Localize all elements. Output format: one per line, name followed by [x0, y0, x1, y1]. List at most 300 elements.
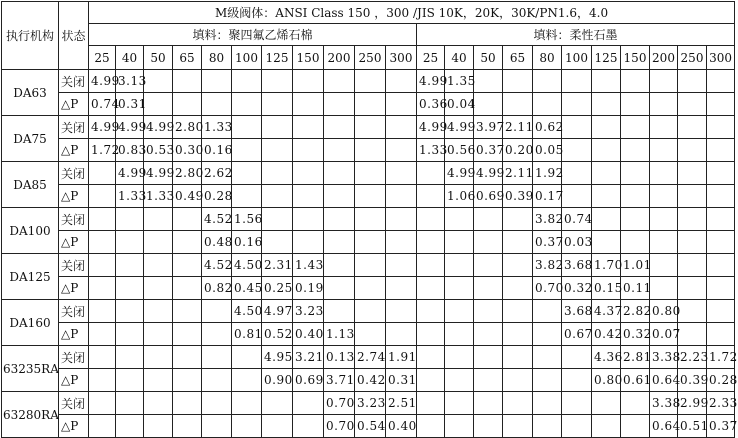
- value-cell: [707, 277, 735, 300]
- value-cell: 0.49: [173, 185, 202, 208]
- value-cell: [592, 392, 621, 415]
- value-cell: 1.43: [293, 254, 324, 277]
- value-cell: [650, 139, 678, 162]
- value-cell: 0.51: [678, 415, 707, 438]
- table-row: [2, 185, 735, 208]
- value-cell: [562, 116, 592, 139]
- value-cell: 2.31: [262, 254, 293, 277]
- value-cell: 3.13: [116, 70, 144, 93]
- value-cell: [474, 231, 503, 254]
- value-cell: 0.37: [474, 139, 503, 162]
- value-cell: 0.82: [202, 277, 232, 300]
- value-cell: [173, 415, 202, 438]
- value-cell: 4.36: [592, 346, 621, 369]
- actuator-cell: DA85: [2, 162, 59, 208]
- value-cell: [144, 415, 173, 438]
- value-cell: [324, 277, 355, 300]
- value-cell: [417, 208, 445, 231]
- value-cell: 3.23: [293, 300, 324, 323]
- value-cell: 3.71: [324, 369, 355, 392]
- size-header: 300: [707, 46, 735, 70]
- value-cell: [144, 208, 173, 231]
- size-header: 40: [116, 46, 144, 70]
- value-cell: 0.32: [562, 277, 592, 300]
- size-header: 125: [592, 46, 621, 70]
- value-cell: [89, 277, 116, 300]
- value-cell: [445, 392, 474, 415]
- value-cell: [417, 300, 445, 323]
- value-cell: [89, 369, 116, 392]
- value-cell: 0.15: [592, 277, 621, 300]
- state-cell: 关闭: [59, 70, 89, 93]
- value-cell: [650, 185, 678, 208]
- value-cell: [533, 392, 562, 415]
- value-cell: 3.21: [293, 346, 324, 369]
- value-cell: [621, 185, 650, 208]
- size-header: 200: [650, 46, 678, 70]
- value-cell: [262, 70, 293, 93]
- table-title: M级阀体：ANSI Class 150 ，300 /JIS 10K，20K，30K/PN1.6，4.0: [89, 2, 735, 24]
- value-cell: 0.83: [116, 139, 144, 162]
- value-cell: [474, 254, 503, 277]
- value-cell: 0.31: [116, 93, 144, 116]
- value-cell: [592, 185, 621, 208]
- value-cell: [592, 116, 621, 139]
- table-row: [2, 116, 735, 139]
- value-cell: [503, 300, 533, 323]
- value-cell: [116, 415, 144, 438]
- value-cell: [293, 70, 324, 93]
- value-cell: [89, 162, 116, 185]
- value-cell: [445, 208, 474, 231]
- value-cell: [116, 231, 144, 254]
- size-header: 300: [386, 46, 417, 70]
- value-cell: 4.99: [116, 162, 144, 185]
- value-cell: [707, 139, 735, 162]
- state-cell: 关闭: [59, 392, 89, 415]
- value-cell: [503, 208, 533, 231]
- value-cell: [173, 277, 202, 300]
- value-cell: [262, 185, 293, 208]
- value-cell: 1.13: [324, 323, 355, 346]
- value-cell: [474, 369, 503, 392]
- state-cell: △P: [59, 415, 89, 438]
- value-cell: 1.33: [116, 185, 144, 208]
- value-cell: [533, 323, 562, 346]
- table-row: [2, 277, 735, 300]
- value-cell: 4.50: [232, 300, 262, 323]
- value-cell: [678, 70, 707, 93]
- value-cell: [173, 93, 202, 116]
- value-cell: [650, 277, 678, 300]
- value-cell: [533, 346, 562, 369]
- value-cell: [445, 300, 474, 323]
- table-row: [2, 300, 735, 323]
- value-cell: 2.11: [503, 162, 533, 185]
- value-cell: [621, 208, 650, 231]
- value-cell: 0.80: [592, 369, 621, 392]
- value-cell: [324, 300, 355, 323]
- value-cell: [232, 70, 262, 93]
- value-cell: [445, 323, 474, 346]
- value-cell: [533, 369, 562, 392]
- value-cell: [232, 185, 262, 208]
- state-cell: 关闭: [59, 346, 89, 369]
- value-cell: 0.31: [386, 369, 417, 392]
- table-row: [2, 93, 735, 116]
- table-row: [2, 369, 735, 392]
- value-cell: [116, 254, 144, 277]
- value-cell: 0.19: [293, 277, 324, 300]
- value-cell: [592, 208, 621, 231]
- value-cell: [707, 323, 735, 346]
- value-cell: 3.23: [355, 392, 386, 415]
- value-cell: [417, 346, 445, 369]
- value-cell: 0.45: [232, 277, 262, 300]
- value-cell: 0.40: [293, 323, 324, 346]
- value-cell: 1.92: [533, 162, 562, 185]
- value-cell: 0.42: [592, 323, 621, 346]
- value-cell: [474, 415, 503, 438]
- size-header: 125: [262, 46, 293, 70]
- value-cell: [621, 139, 650, 162]
- value-cell: [262, 392, 293, 415]
- table-row: [2, 392, 735, 415]
- table-row: [2, 70, 735, 93]
- value-cell: [562, 369, 592, 392]
- value-cell: 1.72: [89, 139, 116, 162]
- value-cell: [417, 323, 445, 346]
- value-cell: 0.67: [562, 323, 592, 346]
- value-cell: [355, 323, 386, 346]
- value-cell: [116, 392, 144, 415]
- packing-ptfe-header: 填料：聚四氟乙烯石棉: [89, 24, 417, 46]
- value-cell: [386, 254, 417, 277]
- value-cell: 0.54: [355, 415, 386, 438]
- state-cell: 关闭: [59, 162, 89, 185]
- value-cell: 1.01: [621, 254, 650, 277]
- value-cell: [445, 254, 474, 277]
- value-cell: 0.32: [621, 323, 650, 346]
- value-cell: 4.97: [262, 300, 293, 323]
- value-cell: [386, 208, 417, 231]
- value-cell: 0.61: [621, 369, 650, 392]
- value-cell: 0.70: [324, 415, 355, 438]
- value-cell: [355, 185, 386, 208]
- value-cell: [262, 93, 293, 116]
- value-cell: 1.56: [232, 208, 262, 231]
- value-cell: 1.35: [445, 70, 474, 93]
- value-cell: [562, 185, 592, 208]
- value-cell: [592, 70, 621, 93]
- value-cell: 4.99: [89, 116, 116, 139]
- value-cell: [650, 162, 678, 185]
- value-cell: [445, 277, 474, 300]
- value-cell: [355, 116, 386, 139]
- value-cell: 1.70: [592, 254, 621, 277]
- value-cell: [562, 392, 592, 415]
- value-cell: [386, 116, 417, 139]
- value-cell: [503, 415, 533, 438]
- state-cell: 关闭: [59, 116, 89, 139]
- actuator-cell: DA160: [2, 300, 59, 346]
- value-cell: [533, 300, 562, 323]
- value-cell: 4.50: [232, 254, 262, 277]
- size-header: 150: [293, 46, 324, 70]
- value-cell: 1.33: [202, 116, 232, 139]
- value-cell: 2.11: [503, 116, 533, 139]
- value-cell: [89, 300, 116, 323]
- value-cell: 0.42: [355, 369, 386, 392]
- value-cell: [324, 231, 355, 254]
- value-cell: [417, 392, 445, 415]
- value-cell: 1.91: [386, 346, 417, 369]
- value-cell: [650, 116, 678, 139]
- value-cell: 2.51: [386, 392, 417, 415]
- value-cell: [592, 415, 621, 438]
- value-cell: [562, 139, 592, 162]
- value-cell: 0.69: [474, 185, 503, 208]
- value-cell: 0.16: [202, 139, 232, 162]
- value-cell: [173, 231, 202, 254]
- value-cell: 0.39: [503, 185, 533, 208]
- value-cell: 0.48: [202, 231, 232, 254]
- value-cell: [503, 323, 533, 346]
- value-cell: 4.37: [592, 300, 621, 323]
- value-cell: [592, 93, 621, 116]
- value-cell: [262, 139, 293, 162]
- size-header: 65: [173, 46, 202, 70]
- value-cell: [707, 93, 735, 116]
- value-cell: [89, 415, 116, 438]
- value-cell: 2.81: [621, 346, 650, 369]
- value-cell: [650, 208, 678, 231]
- value-cell: [474, 277, 503, 300]
- value-cell: [89, 392, 116, 415]
- value-cell: [445, 369, 474, 392]
- state-cell: △P: [59, 277, 89, 300]
- value-cell: 4.99: [144, 116, 173, 139]
- value-cell: 0.16: [232, 231, 262, 254]
- table-row: [2, 346, 735, 369]
- value-cell: [678, 208, 707, 231]
- value-cell: [293, 231, 324, 254]
- value-cell: [324, 162, 355, 185]
- value-cell: 0.52: [262, 323, 293, 346]
- value-cell: [707, 70, 735, 93]
- value-cell: 2.74: [355, 346, 386, 369]
- value-cell: [386, 323, 417, 346]
- value-cell: [417, 162, 445, 185]
- value-cell: [592, 139, 621, 162]
- value-cell: [707, 162, 735, 185]
- value-cell: 0.07: [650, 323, 678, 346]
- state-cell: △P: [59, 93, 89, 116]
- value-cell: 0.03: [562, 231, 592, 254]
- value-cell: 0.74: [89, 93, 116, 116]
- value-cell: [116, 208, 144, 231]
- value-cell: [293, 208, 324, 231]
- value-cell: [173, 70, 202, 93]
- value-cell: [386, 162, 417, 185]
- value-cell: [445, 346, 474, 369]
- value-cell: [417, 415, 445, 438]
- value-cell: [324, 185, 355, 208]
- packing-graphite-header: 填料：柔性石墨: [417, 24, 735, 46]
- value-cell: [89, 231, 116, 254]
- torque-table: [1, 1, 738, 438]
- value-cell: [202, 415, 232, 438]
- value-cell: [707, 116, 735, 139]
- value-cell: [503, 70, 533, 93]
- table-row: [2, 254, 735, 277]
- value-cell: 1.33: [417, 139, 445, 162]
- value-cell: 0.90: [262, 369, 293, 392]
- value-cell: [202, 323, 232, 346]
- value-cell: [678, 116, 707, 139]
- value-cell: [144, 70, 173, 93]
- value-cell: [678, 93, 707, 116]
- value-cell: [202, 70, 232, 93]
- value-cell: 0.13: [324, 346, 355, 369]
- value-cell: [232, 369, 262, 392]
- value-cell: 0.28: [202, 185, 232, 208]
- value-cell: 0.30: [173, 139, 202, 162]
- value-cell: 0.17: [533, 185, 562, 208]
- value-cell: [202, 369, 232, 392]
- value-cell: [144, 346, 173, 369]
- value-cell: [621, 392, 650, 415]
- value-cell: [144, 300, 173, 323]
- value-cell: [116, 323, 144, 346]
- value-cell: 2.80: [173, 116, 202, 139]
- value-cell: [324, 254, 355, 277]
- value-cell: 4.95: [262, 346, 293, 369]
- value-cell: [386, 277, 417, 300]
- value-cell: [707, 254, 735, 277]
- value-cell: [621, 415, 650, 438]
- value-cell: [173, 254, 202, 277]
- size-header: 80: [533, 46, 562, 70]
- value-cell: 0.56: [445, 139, 474, 162]
- value-cell: [503, 392, 533, 415]
- value-cell: [293, 116, 324, 139]
- value-cell: [503, 231, 533, 254]
- value-cell: 0.04: [445, 93, 474, 116]
- value-cell: [474, 346, 503, 369]
- value-cell: [89, 346, 116, 369]
- value-cell: [232, 392, 262, 415]
- value-cell: [621, 231, 650, 254]
- value-cell: [173, 323, 202, 346]
- value-cell: [144, 93, 173, 116]
- value-cell: 4.99: [474, 162, 503, 185]
- value-cell: [116, 300, 144, 323]
- value-cell: [445, 231, 474, 254]
- value-cell: [202, 300, 232, 323]
- value-cell: [116, 346, 144, 369]
- value-cell: [503, 369, 533, 392]
- actuator-header: 执行机构: [2, 2, 59, 70]
- value-cell: [678, 185, 707, 208]
- actuator-cell: DA75: [2, 116, 59, 162]
- value-cell: [474, 93, 503, 116]
- value-cell: [592, 162, 621, 185]
- value-cell: [417, 254, 445, 277]
- value-cell: [293, 392, 324, 415]
- value-cell: 1.72: [707, 346, 735, 369]
- actuator-cell: 63280RA: [2, 392, 59, 438]
- value-cell: [355, 208, 386, 231]
- value-cell: [262, 162, 293, 185]
- value-cell: 0.40: [386, 415, 417, 438]
- value-cell: [202, 346, 232, 369]
- value-cell: 0.37: [707, 415, 735, 438]
- value-cell: [621, 162, 650, 185]
- value-cell: [417, 185, 445, 208]
- value-cell: [503, 277, 533, 300]
- value-cell: [707, 231, 735, 254]
- value-cell: [707, 300, 735, 323]
- value-cell: 0.80: [650, 300, 678, 323]
- value-cell: 3.97: [474, 116, 503, 139]
- value-cell: [650, 231, 678, 254]
- actuator-cell: DA63: [2, 70, 59, 116]
- value-cell: 4.99: [116, 116, 144, 139]
- value-cell: [232, 346, 262, 369]
- value-cell: [355, 93, 386, 116]
- value-cell: 0.39: [678, 369, 707, 392]
- value-cell: [621, 93, 650, 116]
- value-cell: [293, 93, 324, 116]
- value-cell: [386, 70, 417, 93]
- value-cell: 2.62: [202, 162, 232, 185]
- value-cell: [562, 93, 592, 116]
- value-cell: [562, 415, 592, 438]
- value-cell: [173, 346, 202, 369]
- value-cell: 3.68: [562, 300, 592, 323]
- value-cell: [144, 254, 173, 277]
- value-cell: [707, 185, 735, 208]
- value-cell: 2.80: [173, 162, 202, 185]
- size-header: 40: [445, 46, 474, 70]
- value-cell: 0.69: [293, 369, 324, 392]
- value-cell: [144, 231, 173, 254]
- value-cell: [262, 208, 293, 231]
- state-cell: 关闭: [59, 300, 89, 323]
- size-header: 250: [355, 46, 386, 70]
- value-cell: [202, 93, 232, 116]
- value-cell: 4.99: [417, 70, 445, 93]
- value-cell: [324, 208, 355, 231]
- value-cell: 1.33: [144, 185, 173, 208]
- value-cell: [533, 93, 562, 116]
- value-cell: [533, 415, 562, 438]
- value-cell: [678, 231, 707, 254]
- value-cell: 3.38: [650, 392, 678, 415]
- value-cell: [293, 415, 324, 438]
- value-cell: [173, 208, 202, 231]
- value-cell: [562, 70, 592, 93]
- value-cell: 0.05: [533, 139, 562, 162]
- value-cell: [262, 415, 293, 438]
- state-cell: △P: [59, 323, 89, 346]
- state-cell: △P: [59, 139, 89, 162]
- value-cell: [533, 70, 562, 93]
- value-cell: [262, 231, 293, 254]
- value-cell: [262, 116, 293, 139]
- value-cell: [355, 70, 386, 93]
